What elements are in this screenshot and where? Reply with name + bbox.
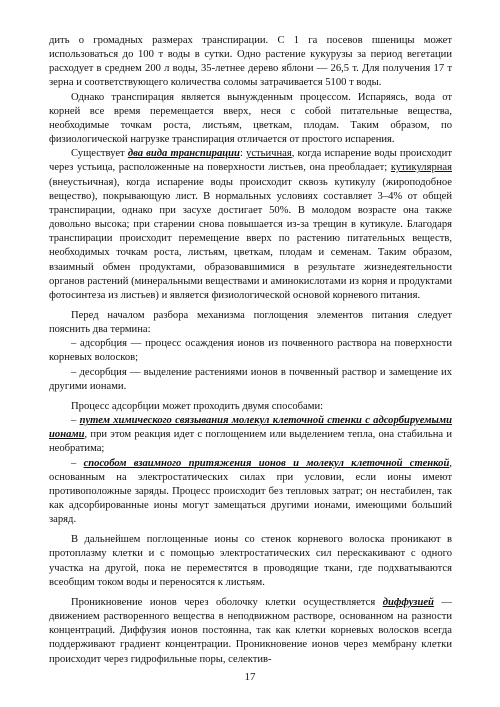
paragraph <box>49 91 452 148</box>
page-number: 17 <box>244 671 256 683</box>
text-run: ), когда испарение воды происходит сквозь кутикулу (жироподобное вещество), покрывающую лист. В нормальных условиях составляет 3–4% от общей транспирации, однако при засухе достигает 50%. В молодом возрасте она также довольно высока; при старении снова повышается из-за трещин в кутикуле. Благодаря транспирации происходит перемещение вверх по растению питательных веществ, необходимых точкам роста, листьям, цветкам, плодам и семенам. Таким образом, взаимный обмен продуктами, образовавшимися в результате жизнедеятельности органов растений (минеральными веществами и аминокислотами из корня и продуктами фотосинтеза из листьев) и является физиологической основой корневого питания. <box>49 176 452 301</box>
text-run: Существует <box>71 148 128 160</box>
text-run: В дальнейшем поглощенные ионы со стенок корневого волоска проникают в протоплазму клетки и с помощью электростатических сил перескакивают с одного участка на другой, пока не переместятся в проводящие ткани, где подхватываются всеобщим током воды и переносятся к листьям. <box>49 534 452 588</box>
paragraph <box>49 309 452 337</box>
emphasized-term: диффузией <box>382 596 434 608</box>
emphasized-term: десорбция <box>79 366 127 378</box>
text-run: : <box>239 148 247 160</box>
paragraph <box>49 400 452 414</box>
emphasized-term: путем химического связывания молекул клеточной стенки с адсорбируемыми ионами <box>49 415 452 441</box>
emphasized-term: устьичная <box>246 148 292 160</box>
body-text <box>49 34 452 667</box>
emphasized-term: два вида транспирации <box>127 148 240 160</box>
paragraph <box>49 34 452 91</box>
emphasized-term: внеустьичная <box>52 176 114 188</box>
text-run: – <box>71 457 84 469</box>
text-run: – <box>71 366 80 378</box>
paragraph <box>49 414 452 456</box>
text-run: Проникновение ионов через оболочку клетки осуществляется <box>71 596 383 608</box>
paragraph <box>49 596 452 667</box>
text-run: — процесс осаждения ионов из почвенного раствора на поверхности корневых волосков; <box>49 338 452 364</box>
text-run: Однако транспирация является вынужденным процессом. Испаряясь, вода от корней все время перемещается вверх, неся с собой питательные вещества, необходимые точкам роста, листьям, цветкам, плодам. Таким образом, по физиологической нагрузке транспирация отличается от простого испарения. <box>49 91 452 146</box>
text-run: дить о громадных размерах транспирации. С 1 га посевов пшеницы может использоваться до 100 т воды в сутки. Одно растение кукурузы за период вегетации расходует в среднем 200 л воды, 35-летнее дерево яблони — 26,5 т. Для получения 17 т зерна и соответствующего количества соломы затрачивается 5100 т воды. <box>49 35 452 89</box>
paragraph <box>49 533 452 590</box>
text-run: , основанным на электростатических силах при условии, если ионы имеют противоположные заряды. Процесс происходит без тепловых затрат; он нестабилен, так как адсорбированные ионы могут замещаться другими ионами, имеющими больший заряд. <box>49 457 452 526</box>
text-run: ( <box>49 176 53 188</box>
text-run: Процесс адсорбции может проходить двумя способами: <box>71 400 324 412</box>
text-run: , когда испарение воды происходит через устьица, расположенные на поверхности листьев, она преобладает; <box>49 148 452 174</box>
paragraph <box>49 337 452 365</box>
text-run: – <box>71 338 81 350</box>
emphasized-term: способом взаимного притяжения ионов и молекул клеточной стенкой <box>83 457 450 469</box>
text-run: Перед началом разбора механизма поглощения элементов питания следует пояснить два термина: <box>49 309 452 336</box>
text-run: , при этом реакция идет с поглощением или выделением тепла, она стабильна и необратима; <box>49 429 452 455</box>
emphasized-term: кутикулярная <box>390 162 452 174</box>
paragraph <box>49 366 452 394</box>
text-run: — выделение растениями ионов в почвенный раствор и замещение их другими ионами. <box>49 366 453 392</box>
text-run: — движением растворенного вещества в неподвижном растворе, основанном на разности концентраций. Диффузия ионов постоянна, так как клетки корневых волосков всегда поддерживают градиент концентрации. Проникновение ионов через мембрану клетки происходит через гидрофильные поры, селектив- <box>49 596 452 665</box>
paragraph <box>49 457 452 528</box>
paragraph <box>49 147 452 303</box>
text-run: – <box>71 415 80 427</box>
emphasized-term: адсорбция <box>80 338 128 350</box>
